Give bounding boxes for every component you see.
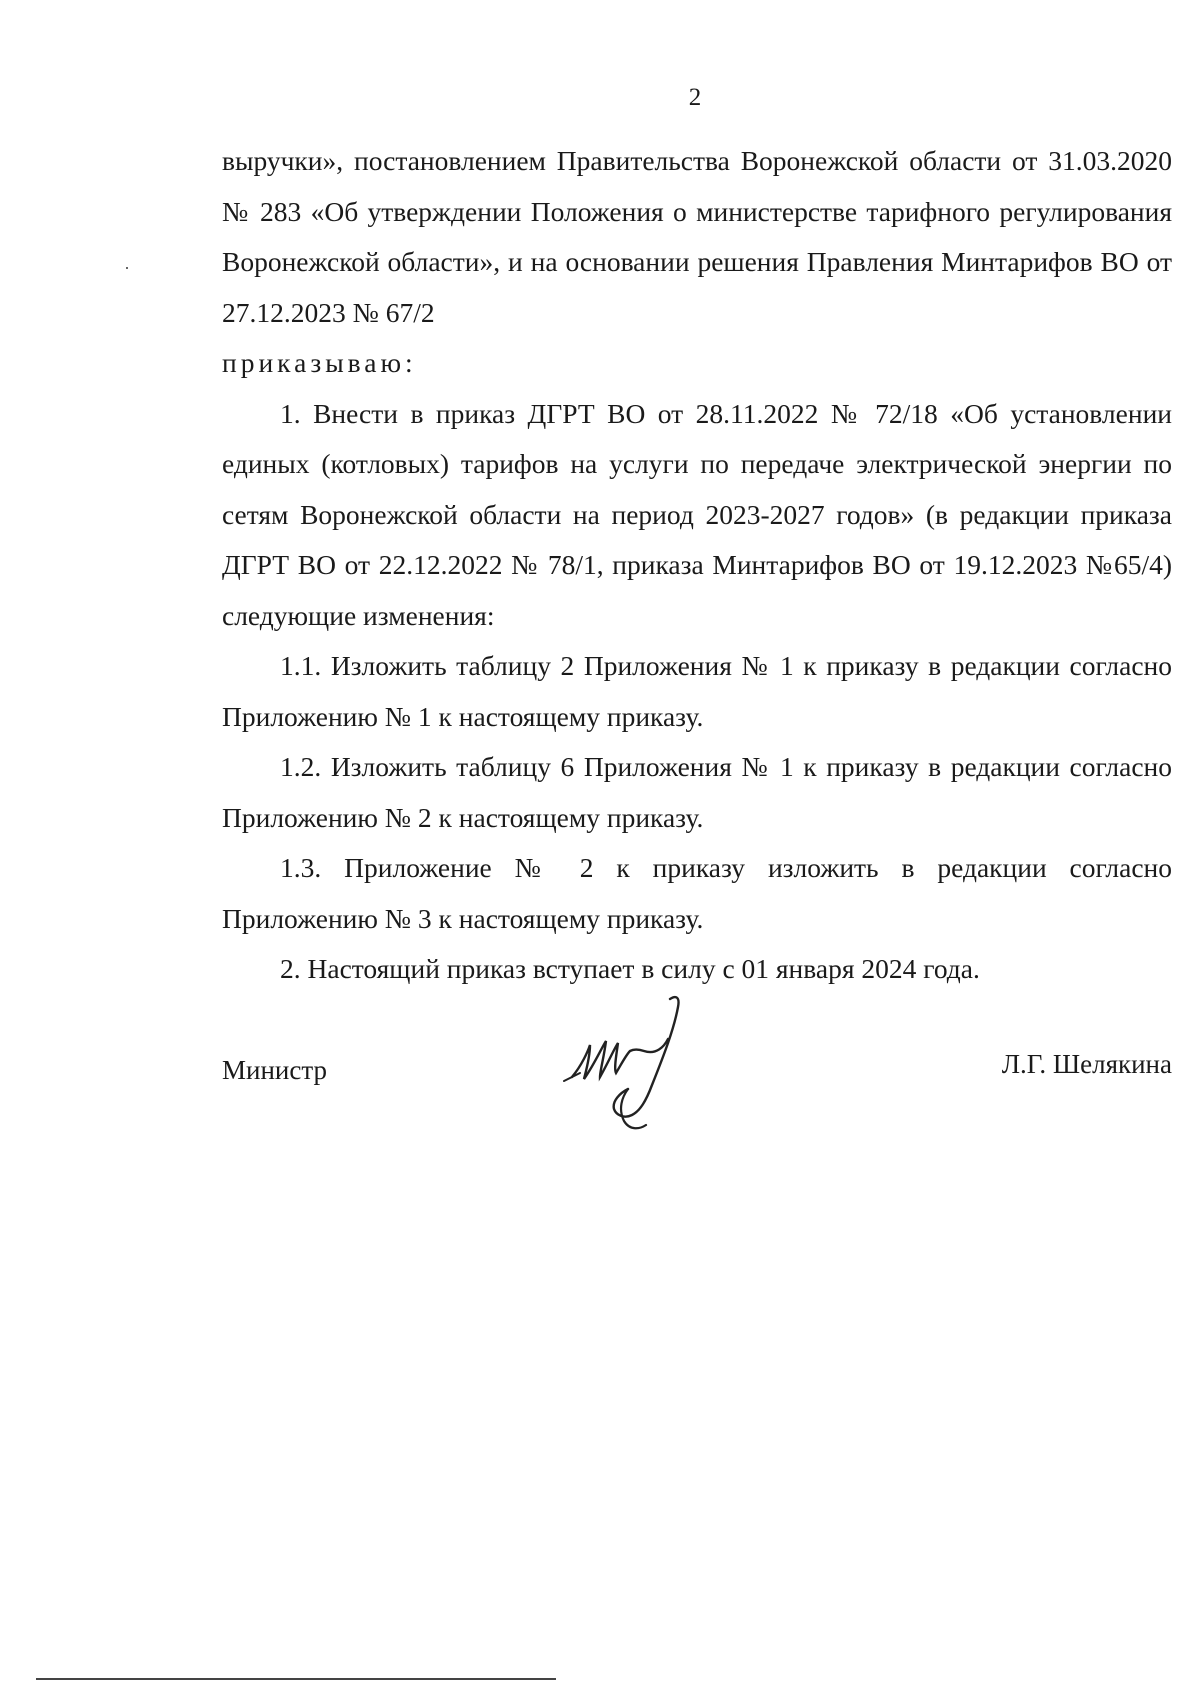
paragraph-item-1-1: 1.1. Изложить таблицу 2 Приложения № 1 к приказу в редакции согласно Приложению № 1 к настоящему приказу. [222,650,1172,732]
paragraph-order-word: приказываю: [222,347,417,378]
scan-speck [126,267,128,269]
signatory-role: Министр [222,1055,327,1085]
paragraph-item-1: 1. Внести в приказ ДГРТ ВО от 28.11.2022 № 72/18 «Об установлении единых (котловых) тарифов на услуги по передаче электрической энергии по сетям Воронежской области на период 2023-2027 годов» (в редакции приказа ДГРТ ВО от 22.12.2022 № 78/1, приказа Минтарифов ВО от 19.12.2023 №65/4) следующие изменения: [222,397,1172,631]
handwritten-signature [560,985,720,1145]
paragraph-item-1-2: 1.2. Изложить таблицу 6 Приложения № 1 к приказу в редакции согласно Приложению № 2 к настоящему приказу. [222,751,1172,833]
document-body [222,136,1172,995]
signatory-name: Л.Г. Шелякина [1001,1049,1172,1079]
page-number: 2 [688,84,702,111]
paragraph-preamble: выручки», постановлением Правительства Воронежской области от 31.03.2020 № 283 «Об утверждении Положения о министерстве тарифного регулирования Воронежской области», и на основании решения Правления Минтарифов ВО от 27.12.2023 № 67/2 [222,145,1172,328]
paragraph-item-1-3: 1.3. Приложение № 2 к приказу изложить в редакции согласно Приложению № 3 к настоящему приказу. [222,852,1172,934]
paragraph-item-2: 2. Настоящий приказ вступает в силу с 01 января 2024 года. [280,953,980,984]
scan-edge-line [36,1678,556,1680]
